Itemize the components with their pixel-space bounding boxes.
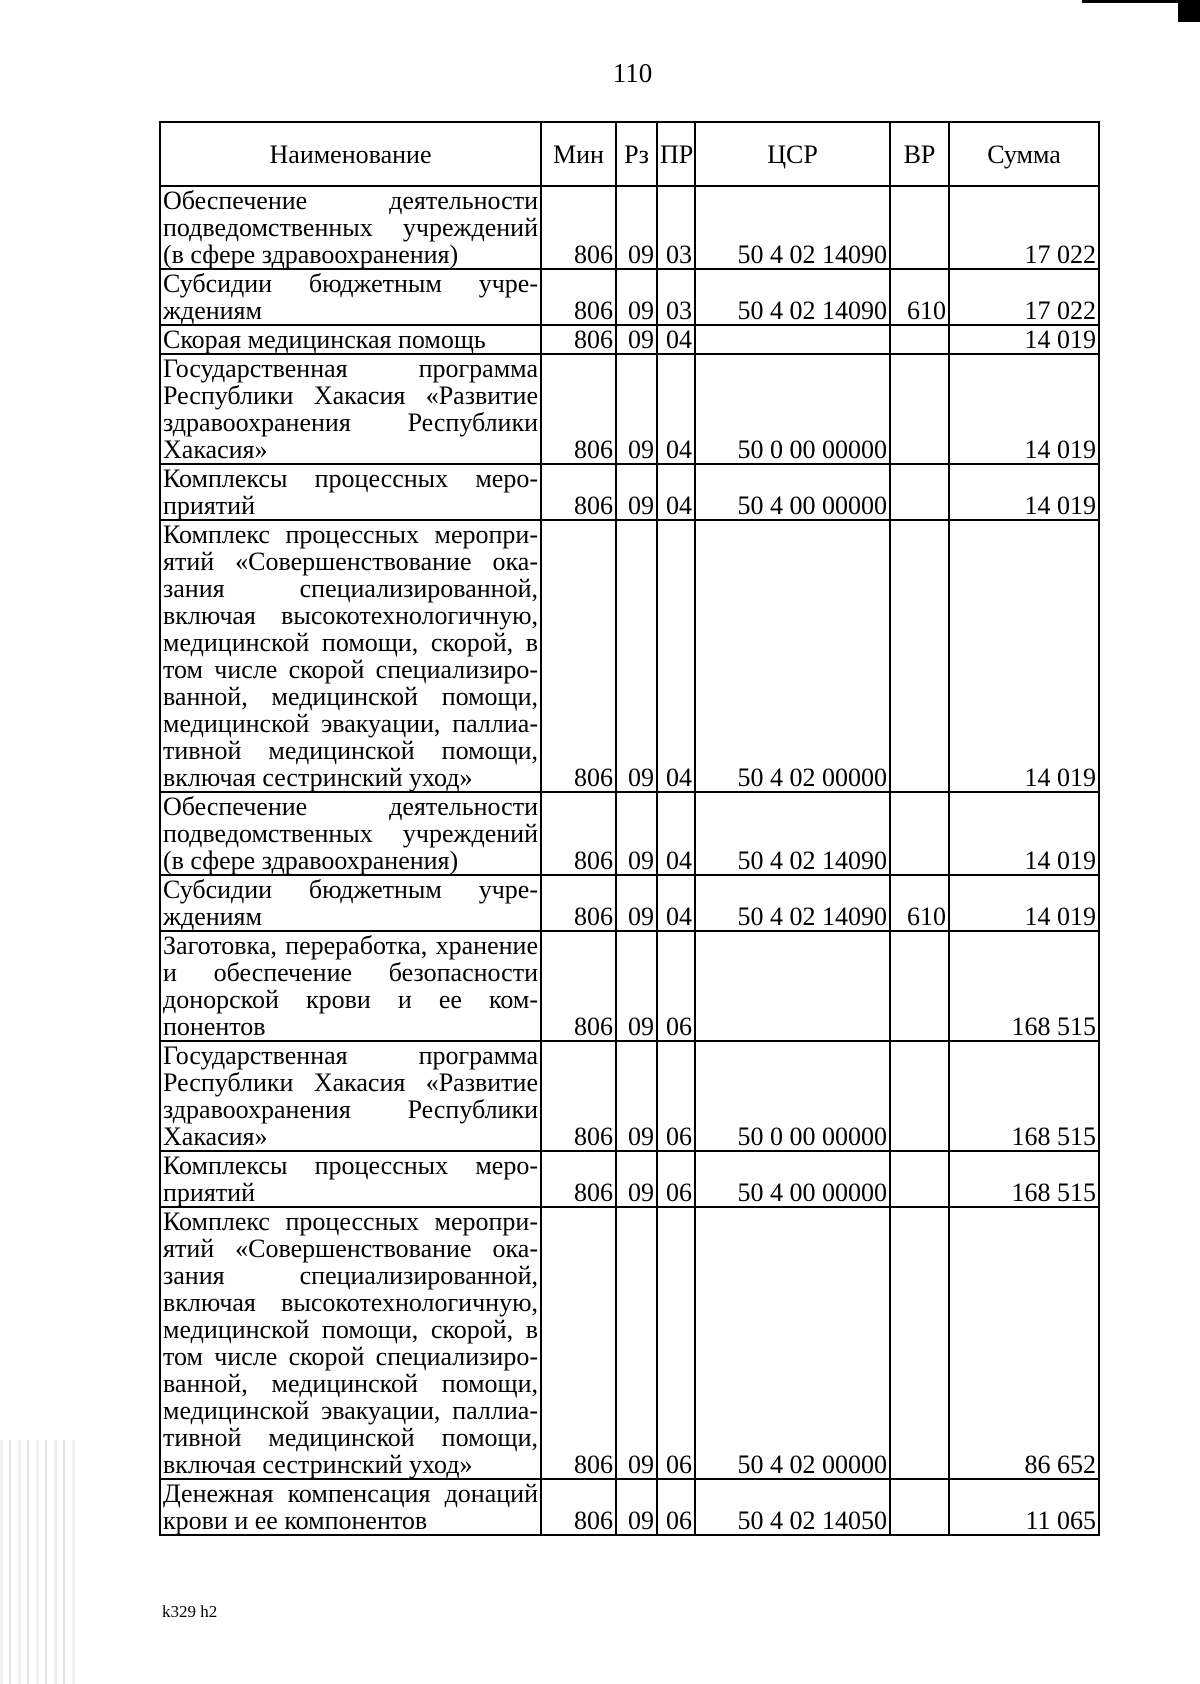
cell-name: Денежная компенсация донаций крови и ее компонентов [160, 1479, 541, 1535]
cell-pr: 06 [657, 1207, 695, 1479]
cell-vr: 610 [890, 269, 949, 325]
cell-csr: 50 4 02 14050 [695, 1479, 890, 1535]
cell-csr [695, 325, 890, 354]
cell-sum: 14 019 [949, 464, 1099, 520]
cell-name: Комплекс процессных мероприятий «Совершенствование оказания специализированной, включая высокотехнологичную, медицинской помощи, скорой, в том числе скорой специализированной, медицинской помощи, медицинской эвакуации, паллиативной медицинской помощи, включая сестринский уход» [160, 1207, 541, 1479]
cell-pr: 04 [657, 875, 695, 931]
cell-name: Заготовка, переработка, хранение и обеспечение безопасности донорской крови и ее компонентов [160, 931, 541, 1041]
cell-pr: 04 [657, 325, 695, 354]
cell-vr [890, 354, 949, 464]
cell-vr [890, 931, 949, 1041]
cell-min: 806 [541, 1041, 616, 1151]
cell-vr: 610 [890, 875, 949, 931]
cell-vr [890, 1151, 949, 1207]
cell-csr: 50 0 00 00000 [695, 1041, 890, 1151]
table-header [160, 122, 1099, 186]
cell-sum: 17 022 [949, 186, 1099, 269]
table-row [160, 1151, 1099, 1207]
table-row [160, 1479, 1099, 1535]
header-vr: ВР [890, 122, 949, 186]
cell-name: Государственная программа Республики Хакасия «Развитие здравоохранения Республики Хакасия» [160, 354, 541, 464]
cell-rz: 09 [616, 931, 657, 1041]
cell-rz: 09 [616, 1041, 657, 1151]
cell-min: 806 [541, 464, 616, 520]
header-min: Мин [541, 122, 616, 186]
header-rz: Рз [616, 122, 657, 186]
cell-rz: 09 [616, 792, 657, 875]
cell-min: 806 [541, 186, 616, 269]
table-row [160, 354, 1099, 464]
cell-sum: 17 022 [949, 269, 1099, 325]
table-row [160, 1041, 1099, 1151]
table-row [160, 931, 1099, 1041]
table-row [160, 520, 1099, 792]
cell-sum: 14 019 [949, 354, 1099, 464]
cell-min: 806 [541, 792, 616, 875]
table-row [160, 792, 1099, 875]
cell-rz: 09 [616, 1479, 657, 1535]
cell-min: 806 [541, 1207, 616, 1479]
cell-sum: 168 515 [949, 931, 1099, 1041]
cell-name: Комплексы процессных мероприятий [160, 464, 541, 520]
cell-pr: 06 [657, 931, 695, 1041]
header-pr: ПР [657, 122, 695, 186]
header-row [160, 122, 1099, 186]
cell-rz: 09 [616, 269, 657, 325]
header-name: Наименование [160, 122, 541, 186]
cell-pr: 04 [657, 520, 695, 792]
cell-rz: 09 [616, 186, 657, 269]
cell-csr: 50 4 00 00000 [695, 1151, 890, 1207]
cell-csr: 50 4 02 00000 [695, 1207, 890, 1479]
cell-min: 806 [541, 931, 616, 1041]
cell-vr [890, 792, 949, 875]
cell-rz: 09 [616, 1151, 657, 1207]
cell-name: Субсидии бюджетным учреждениям [160, 875, 541, 931]
cell-vr [890, 325, 949, 354]
cell-rz: 09 [616, 1207, 657, 1479]
cell-rz: 09 [616, 875, 657, 931]
cell-vr [890, 520, 949, 792]
cell-pr: 06 [657, 1479, 695, 1535]
table-row [160, 875, 1099, 931]
budget-table [159, 121, 1100, 1536]
cell-csr: 50 4 00 00000 [695, 464, 890, 520]
table-row [160, 1207, 1099, 1479]
cell-min: 806 [541, 1151, 616, 1207]
cell-min: 806 [541, 875, 616, 931]
cell-name: Скорая медицинская помощь [160, 325, 541, 354]
cell-pr: 03 [657, 186, 695, 269]
cell-csr: 50 0 00 00000 [695, 354, 890, 464]
cell-rz: 09 [616, 354, 657, 464]
cell-pr: 06 [657, 1041, 695, 1151]
cell-pr: 04 [657, 792, 695, 875]
cell-vr [890, 1207, 949, 1479]
cell-vr [890, 464, 949, 520]
cell-vr [890, 1479, 949, 1535]
cell-sum: 14 019 [949, 325, 1099, 354]
table-row [160, 186, 1099, 269]
cell-sum: 11 065 [949, 1479, 1099, 1535]
cell-pr: 04 [657, 354, 695, 464]
cell-vr [890, 186, 949, 269]
cell-csr: 50 4 02 14090 [695, 792, 890, 875]
cell-csr: 50 4 02 14090 [695, 875, 890, 931]
cell-name: Комплекс процессных мероприятий «Совершенствование оказания специализированной, включая высокотехнологичную, медицинской помощи, скорой, в том числе скорой специализированной, медицинской помощи, медицинской эвакуации, паллиативной медицинской помощи, включая сестринский уход» [160, 520, 541, 792]
cell-csr: 50 4 02 14090 [695, 186, 890, 269]
cell-name: Субсидии бюджетным учреждениям [160, 269, 541, 325]
cell-pr: 03 [657, 269, 695, 325]
cell-name: Государственная программа Республики Хакасия «Развитие здравоохранения Республики Хакасия» [160, 1041, 541, 1151]
cell-sum: 168 515 [949, 1041, 1099, 1151]
cell-vr [890, 1041, 949, 1151]
cell-sum: 86 652 [949, 1207, 1099, 1479]
cell-min: 806 [541, 1479, 616, 1535]
table-row [160, 325, 1099, 354]
cell-rz: 09 [616, 464, 657, 520]
table-body [160, 186, 1099, 1535]
cell-pr: 04 [657, 464, 695, 520]
cell-csr: 50 4 02 14090 [695, 269, 890, 325]
document-code: k329 h2 [162, 1602, 218, 1621]
header-csr: ЦСР [695, 122, 890, 186]
cell-pr: 06 [657, 1151, 695, 1207]
cell-min: 806 [541, 520, 616, 792]
scan-corner-block [1178, 0, 1200, 22]
table-row [160, 464, 1099, 520]
cell-name: Комплексы процессных мероприятий [160, 1151, 541, 1207]
cell-sum: 14 019 [949, 792, 1099, 875]
cell-sum: 168 515 [949, 1151, 1099, 1207]
cell-min: 806 [541, 269, 616, 325]
cell-csr [695, 931, 890, 1041]
cell-sum: 14 019 [949, 520, 1099, 792]
scan-edge-artifact [0, 1440, 75, 1684]
cell-min: 806 [541, 325, 616, 354]
page-number: 110 [612, 58, 653, 88]
cell-rz: 09 [616, 520, 657, 792]
cell-name: Обеспечение деятельности подведомственных учреждений (в сфере здравоохранения) [160, 792, 541, 875]
cell-name: Обеспечение деятельности подведомственных учреждений (в сфере здравоохранения) [160, 186, 541, 269]
cell-rz: 09 [616, 325, 657, 354]
cell-min: 806 [541, 354, 616, 464]
header-sum: Сумма [949, 122, 1099, 186]
table-row [160, 269, 1099, 325]
cell-sum: 14 019 [949, 875, 1099, 931]
cell-csr: 50 4 02 00000 [695, 520, 890, 792]
